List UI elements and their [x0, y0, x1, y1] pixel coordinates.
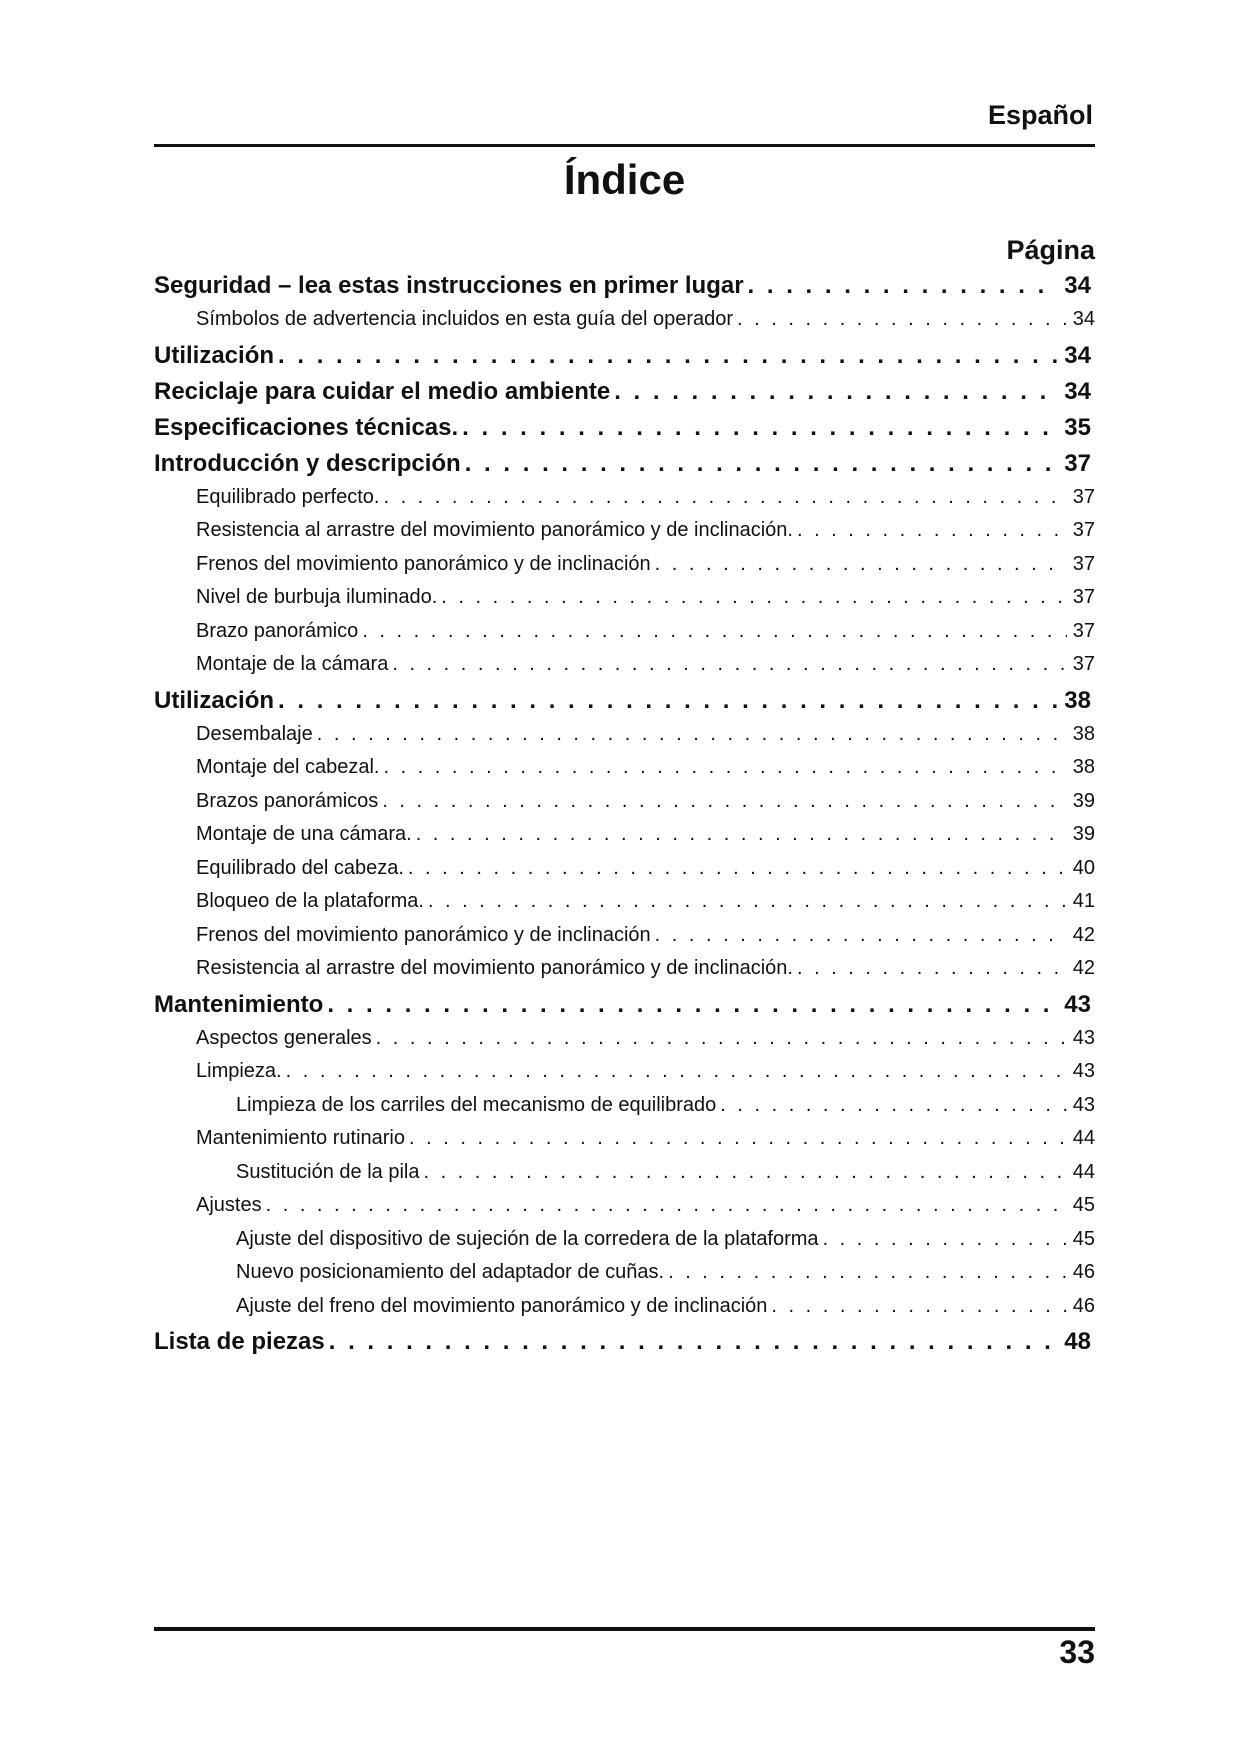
dot-leader: [392, 653, 1066, 676]
toc-entry-page: 40: [1072, 856, 1095, 879]
page-column-label: Página: [1006, 235, 1095, 265]
dot-leader: [383, 756, 1066, 779]
toc-entry-level-1[interactable]: [154, 378, 1095, 414]
dot-leader: [416, 823, 1067, 846]
toc-entry-level-2[interactable]: [154, 586, 1095, 620]
dot-leader: [278, 342, 1058, 370]
toc-entry-page: 41: [1072, 890, 1095, 912]
toc-entry-title: Lista de piezas: [154, 1328, 325, 1355]
toc-entry-level-1[interactable]: [154, 687, 1095, 723]
toc-entry-title: Equilibrado del cabeza.: [196, 856, 404, 879]
toc-entry-title: Montaje de la cámara: [196, 653, 389, 675]
toc-entry-title: Símbolos de advertencia incluidos en esta guía del operador: [196, 308, 734, 330]
toc-entry-page: 45: [1072, 1194, 1095, 1216]
toc-entry-title: Especificaciones técnicas.: [154, 413, 459, 441]
dot-leader: [408, 857, 1067, 880]
toc-entry-level-2[interactable]: [154, 1027, 1095, 1061]
toc-entry-title: Brazos panorámicos: [196, 789, 379, 812]
dot-leader: [409, 1127, 1067, 1150]
toc-entry-title: Ajuste del freno del movimiento panorámico y de inclinación: [236, 1294, 768, 1317]
toc-entry-title: Utilización: [154, 341, 275, 369]
language-label: Español: [987, 100, 1093, 130]
dot-leader: [376, 1027, 1067, 1050]
toc-entry-title: Desembalaje: [196, 722, 313, 745]
toc-entry-level-3[interactable]: [154, 1228, 1095, 1262]
dot-leader: [655, 553, 1067, 576]
toc-entry-level-2[interactable]: [154, 924, 1095, 958]
dot-leader: [797, 519, 1067, 542]
toc-entry-title: Ajuste del dispositivo de sujeción de la corredera de la plataforma: [236, 1227, 819, 1250]
dot-leader: [655, 924, 1067, 947]
dot-leader: [748, 272, 1059, 300]
toc-entry-page: 43: [1072, 1060, 1095, 1082]
toc-entry-title: Introducción y descripción: [154, 449, 461, 477]
toc-entry-level-2[interactable]: [154, 1127, 1095, 1161]
toc-entry-level-1[interactable]: [154, 342, 1095, 378]
dot-leader: [720, 1094, 1067, 1117]
toc-entry-title: Reciclaje para cuidar el medio ambiente: [154, 377, 611, 405]
toc-entry-page: 38: [1072, 722, 1095, 745]
dot-leader: [797, 957, 1067, 980]
dot-leader: [382, 790, 1066, 813]
dot-leader: [737, 308, 1067, 331]
toc-entry-title: Montaje de una cámara.: [196, 823, 412, 845]
toc-entry-page: 43: [1072, 1026, 1095, 1049]
toc-entry-level-3[interactable]: [154, 1161, 1095, 1195]
toc-entry-page: 43: [1064, 990, 1091, 1018]
toc-entry-page: 34: [1072, 308, 1095, 330]
footer-divider: [154, 1627, 1095, 1631]
toc-entry-title: Ajustes: [196, 1194, 262, 1216]
toc-entry-page: 35: [1064, 413, 1091, 441]
dot-leader: [329, 1328, 1059, 1356]
toc-entry-page: 37: [1072, 586, 1095, 608]
dot-leader: [383, 486, 1066, 509]
toc-entry-level-2[interactable]: [154, 486, 1095, 520]
toc-entry-level-2[interactable]: [154, 823, 1095, 857]
toc-entry-title: Resistencia al arrastre del movimiento panorámico y de inclinación.: [196, 957, 793, 979]
dot-leader: [278, 687, 1058, 715]
toc-entry-title: Utilización: [154, 686, 275, 714]
dot-leader: [668, 1261, 1067, 1284]
page-number: 33: [1059, 1634, 1095, 1670]
toc-entry-level-1[interactable]: [154, 1328, 1095, 1364]
toc-entry-level-2[interactable]: [154, 890, 1095, 924]
toc-entry-page: 42: [1072, 923, 1095, 946]
toc-entry-level-1[interactable]: [154, 450, 1095, 486]
dot-leader: [317, 723, 1067, 746]
table-of-contents: [154, 272, 1095, 1364]
dot-leader: [441, 586, 1067, 609]
toc-entry-title: Nivel de burbuja iluminado.: [196, 586, 438, 608]
toc-entry-page: 48: [1064, 1328, 1091, 1355]
toc-entry-level-2[interactable]: [154, 653, 1095, 687]
dot-leader: [327, 991, 1058, 1019]
toc-entry-level-1[interactable]: [154, 414, 1095, 450]
toc-entry-page: 37: [1072, 519, 1095, 541]
dot-leader: [266, 1194, 1067, 1217]
dot-leader: [462, 414, 1058, 442]
toc-entry-level-2[interactable]: [154, 1194, 1095, 1228]
header-divider: [154, 144, 1095, 147]
toc-entry-title: Sustitución de la pila: [236, 1160, 420, 1183]
toc-entry-page: 37: [1064, 449, 1091, 477]
toc-entry-page: 34: [1064, 272, 1091, 299]
toc-entry-title: Brazo panorámico: [196, 619, 359, 642]
toc-entry-level-1[interactable]: [154, 272, 1095, 308]
toc-entry-page: 45: [1072, 1227, 1095, 1250]
toc-entry-page: 42: [1072, 957, 1095, 979]
toc-entry-level-2[interactable]: [154, 1060, 1095, 1094]
toc-entry-title: Nuevo posicionamiento del adaptador de cuñas.: [236, 1261, 665, 1283]
toc-entry-title: Limpieza.: [196, 1060, 282, 1082]
toc-entry-title: Bloqueo de la plataforma.: [196, 890, 424, 912]
toc-entry-level-2[interactable]: [154, 957, 1095, 991]
toc-entry-page: 39: [1072, 823, 1095, 845]
toc-entry-page: 46: [1072, 1294, 1095, 1317]
toc-entry-page: 46: [1072, 1261, 1095, 1283]
toc-entry-page: 44: [1072, 1160, 1095, 1183]
toc-entry-title: Mantenimiento: [154, 990, 324, 1018]
toc-entry-title: Frenos del movimiento panorámico y de inclinación: [196, 552, 651, 575]
dot-leader: [428, 890, 1067, 913]
toc-entry-page: 39: [1072, 789, 1095, 812]
toc-entry-title: Mantenimiento rutinario: [196, 1127, 405, 1149]
toc-entry-page: 38: [1072, 756, 1095, 778]
dot-leader: [823, 1228, 1067, 1251]
toc-entry-level-2[interactable]: [154, 756, 1095, 790]
toc-entry-page: 37: [1072, 653, 1095, 675]
toc-entry-title: Aspectos generales: [196, 1026, 372, 1049]
dot-leader: [465, 450, 1059, 478]
toc-entry-title: Seguridad – lea estas instrucciones en primer lugar: [154, 272, 744, 299]
dot-leader: [423, 1161, 1066, 1184]
toc-entry-title: Equilibrado perfecto.: [196, 485, 380, 508]
toc-entry-level-3[interactable]: [154, 1094, 1095, 1128]
toc-entry-level-2[interactable]: [154, 723, 1095, 757]
dot-leader: [286, 1060, 1067, 1083]
toc-entry-title: Resistencia al arrastre del movimiento panorámico y de inclinación.: [196, 519, 793, 541]
toc-entry-page: 43: [1072, 1093, 1095, 1116]
toc-entry-level-2[interactable]: [154, 308, 1095, 342]
toc-entry-level-2[interactable]: [154, 519, 1095, 553]
toc-entry-title: Limpieza de los carriles del mecanismo de equilibrado: [236, 1093, 717, 1116]
toc-entry-title: Frenos del movimiento panorámico y de inclinación: [196, 923, 651, 946]
toc-entry-level-3[interactable]: [154, 1295, 1095, 1329]
toc-entry-level-2[interactable]: [154, 857, 1095, 891]
toc-entry-page: 34: [1064, 341, 1091, 369]
toc-entry-page: 44: [1072, 1127, 1095, 1149]
toc-entry-page: 37: [1072, 552, 1095, 575]
dot-leader: [771, 1295, 1066, 1318]
toc-entry-page: 37: [1072, 619, 1095, 642]
dot-leader: [614, 378, 1058, 406]
toc-entry-page: 34: [1064, 377, 1091, 405]
dot-leader: [362, 620, 1066, 643]
toc-entry-level-2[interactable]: [154, 553, 1095, 587]
page-title: Índice: [563, 156, 686, 203]
toc-entry-title: Montaje del cabezal.: [196, 756, 380, 778]
toc-entry-level-3[interactable]: [154, 1261, 1095, 1295]
toc-entry-page: 38: [1064, 686, 1091, 714]
toc-entry-level-2[interactable]: [154, 620, 1095, 654]
toc-entry-level-2[interactable]: [154, 790, 1095, 824]
toc-entry-level-1[interactable]: [154, 991, 1095, 1027]
toc-entry-page: 37: [1072, 485, 1095, 508]
